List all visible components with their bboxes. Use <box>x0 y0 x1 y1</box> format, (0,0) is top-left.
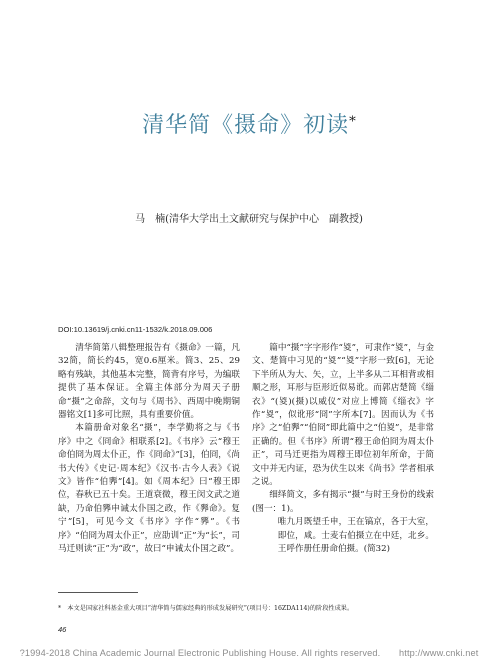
right-column <box>252 342 434 557</box>
page-number: 46 <box>58 625 67 634</box>
copyright-notice: ?1994-2018 China Academic Journal Electronic Publishing House. All rights reserved. http://www.cnki.net <box>19 648 479 658</box>
quoted-inscription: 唯九月既望壬申，王在镐京，各于大室，即位，咸。士麦右伯摄立在中廷，北乡。王呼作册任册命伯摄。(简32) <box>277 517 434 555</box>
footnote-divider <box>58 592 138 593</box>
body-paragraph: 本篇册命对象名“摄”，李学勤将之与《书序》中之《冏命》相联系[2]。《书序》云“穆王命伯冏为周太仆正，作《冏命》”[3]，伯冏，《尚书大传》《史记·周本纪》《汉书·古今人表》《说文》皆作“伯臩”[4]。如《周本纪》曰“穆王即位，春秋已五十矣。王道衰微，穆王闵文武之道缺，乃命伯臩申诫太仆国之政，作《臩命》。复宁”[5]，可见今文《书序》字作“臩”。《书序》“伯冏为周太仆正”，应劭训“正”为“长”，司马迁则读“正”为“政”，故曰“申诫太仆国之政”。 <box>58 423 240 555</box>
left-column <box>58 342 240 557</box>
body-paragraph: 篇中“摄”字字形作“㚇”，可隶作“㚇”，与金文、楚简中习见的“㚇”“㚇”字形一致[6]，无论下半所从为大、矢，立，上半多从二耳相背或相顺之形，耳形与臣形近似易讹。而郭店楚简《缁衣》“(㚇)(摄)以威仪”对应上博简《缁衣》字作“㚇”，似讹形“冏”字所本[7]。因而认为《书序》之“伯臩”“伯冏”即此篇中之“伯㚇”，是非常正确的。但《书序》所谓“穆王命伯冏为周太仆正”，司马迁更指为周穆王即位初年所命，于简文中并无内证，恐为伏生以来《尚书》学者相承之说。 <box>252 343 434 488</box>
footnote: * 本文是国家社科基金重大项目“清华简与儒家经典的形成发展研究”(项目号：16ZDA114)的阶段性成果。 <box>58 605 354 612</box>
title-footnote-marker: * <box>349 114 356 130</box>
doi-line: DOI:10.13619/j.cnki.cn11-1532/k.2018.09.006 <box>58 325 213 334</box>
body-paragraph: 清华简第八辑整理报告有《摄命》一篇，凡32简，简长约45，宽0.6厘米。简3、25、29略有残缺，其他基本完整，简背有序号，为编联提供了基本保证。全篇主体部分为周天子册命“摄”之命辞，文句与《周书》、西周中晚期铜器铭文[1]多可比照，具有重要价值。 <box>58 343 240 421</box>
body-paragraph: 细绎简文，多有揭示“摄”与时王身份的线索(图一：1)。 <box>252 490 434 514</box>
author-line: 马 楠(清华大学出土文献研究与保护中心 副教授) <box>135 214 363 225</box>
article-title: 清华简《摄命》初读 <box>142 113 350 138</box>
title-block <box>0 108 498 139</box>
